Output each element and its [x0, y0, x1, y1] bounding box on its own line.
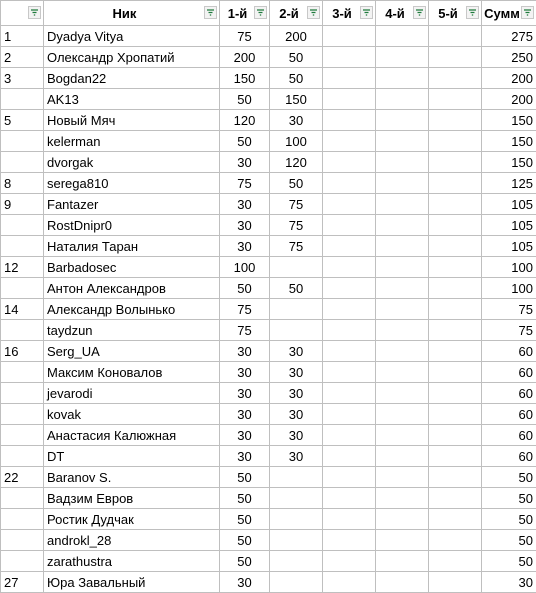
cell-nick[interactable]: Наталия Таран: [44, 236, 220, 257]
header-label: 1-й: [228, 6, 248, 21]
cell-round-2[interactable]: 50: [270, 68, 323, 89]
header-label: Сумм: [484, 6, 520, 21]
cell-round-1[interactable]: 50: [220, 467, 270, 488]
cell-round-2[interactable]: 30: [270, 404, 323, 425]
cell-round-5[interactable]: [429, 551, 482, 572]
cell-rank[interactable]: 12: [1, 257, 44, 278]
header-label: 2-й: [279, 6, 299, 21]
cell-round-3[interactable]: [323, 341, 376, 362]
cell-round-4[interactable]: [376, 47, 429, 68]
cell-sum[interactable]: 200: [482, 89, 536, 110]
table-row: [1, 383, 536, 404]
header-round-1: [220, 1, 270, 26]
cell-round-1[interactable]: 50: [220, 551, 270, 572]
cell-round-5[interactable]: [429, 257, 482, 278]
cell-round-4[interactable]: [376, 362, 429, 383]
cell-round-5[interactable]: [429, 68, 482, 89]
cell-round-4[interactable]: [376, 89, 429, 110]
cell-round-1[interactable]: 75: [220, 320, 270, 341]
filter-icon[interactable]: [466, 6, 479, 19]
cell-round-4[interactable]: [376, 509, 429, 530]
cell-rank[interactable]: 14: [1, 299, 44, 320]
cell-round-2[interactable]: 30: [270, 341, 323, 362]
filter-icon[interactable]: [521, 6, 534, 19]
cell-round-1[interactable]: 100: [220, 257, 270, 278]
cell-sum[interactable]: 150: [482, 131, 536, 152]
cell-round-5[interactable]: [429, 152, 482, 173]
table-row: [1, 467, 536, 488]
cell-sum[interactable]: 275: [482, 26, 536, 47]
cell-nick[interactable]: Barbadosec: [44, 257, 220, 278]
header-label: Ник: [113, 6, 137, 21]
cell-round-5[interactable]: [429, 26, 482, 47]
cell-nick[interactable]: Serg_UA: [44, 341, 220, 362]
header-round-4: [376, 1, 429, 26]
cell-round-2[interactable]: 30: [270, 110, 323, 131]
cell-round-5[interactable]: [429, 446, 482, 467]
cell-round-5[interactable]: [429, 236, 482, 257]
cell-rank[interactable]: [1, 89, 44, 110]
cell-round-1[interactable]: 30: [220, 215, 270, 236]
cell-round-5[interactable]: [429, 47, 482, 68]
cell-nick[interactable]: kelerman: [44, 131, 220, 152]
cell-round-2[interactable]: 30: [270, 425, 323, 446]
table-row: [1, 89, 536, 110]
cell-nick[interactable]: Анастасия Калюжная: [44, 425, 220, 446]
cell-round-3[interactable]: [323, 152, 376, 173]
cell-round-4[interactable]: [376, 383, 429, 404]
header-label: 3-й: [332, 6, 352, 21]
cell-nick[interactable]: serega810: [44, 173, 220, 194]
cell-round-1[interactable]: 30: [220, 236, 270, 257]
filter-icon[interactable]: [413, 6, 426, 19]
cell-round-5[interactable]: [429, 509, 482, 530]
cell-round-2[interactable]: 30: [270, 383, 323, 404]
cell-round-1[interactable]: 150: [220, 68, 270, 89]
table-row: [1, 152, 536, 173]
cell-sum[interactable]: 105: [482, 194, 536, 215]
cell-round-5[interactable]: [429, 320, 482, 341]
cell-round-5[interactable]: [429, 530, 482, 551]
table-row: [1, 551, 536, 572]
cell-round-5[interactable]: [429, 89, 482, 110]
cell-round-2[interactable]: 30: [270, 362, 323, 383]
cell-rank[interactable]: 1: [1, 26, 44, 47]
cell-round-4[interactable]: [376, 215, 429, 236]
filter-icon[interactable]: [204, 6, 217, 19]
cell-round-4[interactable]: [376, 341, 429, 362]
table-row: [1, 341, 536, 362]
cell-nick[interactable]: AK13: [44, 89, 220, 110]
cell-round-3[interactable]: [323, 467, 376, 488]
cell-round-1[interactable]: 30: [220, 152, 270, 173]
cell-round-3[interactable]: [323, 362, 376, 383]
cell-sum[interactable]: 60: [482, 341, 536, 362]
cell-sum[interactable]: 75: [482, 299, 536, 320]
cell-rank[interactable]: [1, 131, 44, 152]
cell-round-2[interactable]: [270, 551, 323, 572]
cell-round-5[interactable]: [429, 572, 482, 593]
cell-round-4[interactable]: [376, 425, 429, 446]
table-row: [1, 215, 536, 236]
cell-round-5[interactable]: [429, 131, 482, 152]
cell-round-4[interactable]: [376, 530, 429, 551]
cell-nick[interactable]: jevarodi: [44, 383, 220, 404]
cell-round-3[interactable]: [323, 215, 376, 236]
table-body: [1, 26, 536, 593]
cell-round-3[interactable]: [323, 194, 376, 215]
cell-round-3[interactable]: [323, 572, 376, 593]
table-row: [1, 404, 536, 425]
cell-round-3[interactable]: [323, 425, 376, 446]
table-row: [1, 446, 536, 467]
cell-round-3[interactable]: [323, 236, 376, 257]
cell-sum[interactable]: 50: [482, 530, 536, 551]
cell-round-3[interactable]: [323, 173, 376, 194]
table-row: [1, 131, 536, 152]
cell-nick[interactable]: Ростик Дудчак: [44, 509, 220, 530]
cell-round-5[interactable]: [429, 425, 482, 446]
cell-round-3[interactable]: [323, 257, 376, 278]
cell-round-4[interactable]: [376, 299, 429, 320]
cell-rank[interactable]: [1, 488, 44, 509]
cell-round-5[interactable]: [429, 299, 482, 320]
cell-nick[interactable]: Юра Завальный: [44, 572, 220, 593]
cell-round-5[interactable]: [429, 383, 482, 404]
cell-rank[interactable]: [1, 362, 44, 383]
cell-round-3[interactable]: [323, 68, 376, 89]
cell-round-4[interactable]: [376, 26, 429, 47]
cell-round-1[interactable]: 30: [220, 341, 270, 362]
cell-sum[interactable]: 60: [482, 383, 536, 404]
cell-round-5[interactable]: [429, 173, 482, 194]
cell-nick[interactable]: Dyadya Vitya: [44, 26, 220, 47]
cell-round-2[interactable]: 200: [270, 26, 323, 47]
cell-round-3[interactable]: [323, 299, 376, 320]
cell-round-5[interactable]: [429, 110, 482, 131]
cell-nick[interactable]: androkl_28: [44, 530, 220, 551]
table-row: [1, 110, 536, 131]
cell-nick[interactable]: Fantazer: [44, 194, 220, 215]
cell-round-3[interactable]: [323, 131, 376, 152]
cell-round-5[interactable]: [429, 404, 482, 425]
cell-round-4[interactable]: [376, 488, 429, 509]
cell-rank[interactable]: [1, 530, 44, 551]
cell-round-2[interactable]: 30: [270, 446, 323, 467]
header-round-5: [429, 1, 482, 26]
cell-round-4[interactable]: [376, 68, 429, 89]
header-rank: [1, 1, 44, 26]
cell-round-4[interactable]: [376, 131, 429, 152]
filter-icon[interactable]: [307, 6, 320, 19]
cell-round-1[interactable]: 50: [220, 89, 270, 110]
cell-round-1[interactable]: 75: [220, 299, 270, 320]
cell-nick[interactable]: Новый Мяч: [44, 110, 220, 131]
cell-round-1[interactable]: 30: [220, 362, 270, 383]
header-label: 5-й: [438, 6, 458, 21]
cell-round-4[interactable]: [376, 278, 429, 299]
table-row: [1, 320, 536, 341]
cell-round-4[interactable]: [376, 194, 429, 215]
cell-round-2[interactable]: 120: [270, 152, 323, 173]
cell-sum[interactable]: 125: [482, 173, 536, 194]
cell-rank[interactable]: 27: [1, 572, 44, 593]
cell-round-1[interactable]: 50: [220, 509, 270, 530]
cell-sum[interactable]: 50: [482, 467, 536, 488]
cell-sum[interactable]: 60: [482, 404, 536, 425]
cell-round-4[interactable]: [376, 467, 429, 488]
header-round-3: [323, 1, 376, 26]
cell-round-2[interactable]: 50: [270, 173, 323, 194]
cell-sum[interactable]: 100: [482, 257, 536, 278]
cell-nick[interactable]: Максим Коновалов: [44, 362, 220, 383]
table-row: [1, 278, 536, 299]
cell-rank[interactable]: 16: [1, 341, 44, 362]
cell-round-3[interactable]: [323, 278, 376, 299]
cell-round-1[interactable]: 75: [220, 173, 270, 194]
cell-round-5[interactable]: [429, 194, 482, 215]
table-row: [1, 194, 536, 215]
cell-rank[interactable]: [1, 446, 44, 467]
table-row: [1, 257, 536, 278]
cell-rank[interactable]: 3: [1, 68, 44, 89]
cell-rank[interactable]: [1, 215, 44, 236]
cell-round-3[interactable]: [323, 530, 376, 551]
cell-round-4[interactable]: [376, 173, 429, 194]
cell-round-1[interactable]: 200: [220, 47, 270, 68]
cell-round-2[interactable]: [270, 320, 323, 341]
cell-round-1[interactable]: 120: [220, 110, 270, 131]
cell-round-4[interactable]: [376, 320, 429, 341]
cell-round-2[interactable]: 150: [270, 89, 323, 110]
cell-rank[interactable]: [1, 383, 44, 404]
cell-round-2[interactable]: 75: [270, 236, 323, 257]
cell-sum[interactable]: 50: [482, 488, 536, 509]
cell-rank[interactable]: [1, 152, 44, 173]
table-row: [1, 47, 536, 68]
cell-round-2[interactable]: [270, 488, 323, 509]
cell-round-5[interactable]: [429, 362, 482, 383]
cell-round-2[interactable]: [270, 467, 323, 488]
cell-nick[interactable]: zarathustra: [44, 551, 220, 572]
header-sum: [482, 1, 536, 26]
cell-nick[interactable]: Вадзим Евров: [44, 488, 220, 509]
cell-round-4[interactable]: [376, 572, 429, 593]
cell-round-4[interactable]: [376, 446, 429, 467]
cell-rank[interactable]: [1, 404, 44, 425]
table-row: [1, 68, 536, 89]
cell-round-4[interactable]: [376, 257, 429, 278]
table-row: [1, 425, 536, 446]
cell-round-1[interactable]: 50: [220, 488, 270, 509]
cell-round-2[interactable]: 50: [270, 278, 323, 299]
table-row: [1, 572, 536, 593]
cell-nick[interactable]: DT: [44, 446, 220, 467]
cell-sum[interactable]: 60: [482, 362, 536, 383]
cell-round-5[interactable]: [429, 467, 482, 488]
cell-round-2[interactable]: [270, 509, 323, 530]
cell-round-5[interactable]: [429, 278, 482, 299]
cell-sum[interactable]: 200: [482, 68, 536, 89]
cell-nick[interactable]: Baranov S.: [44, 467, 220, 488]
cell-nick[interactable]: Александр Волынько: [44, 299, 220, 320]
cell-sum[interactable]: 50: [482, 551, 536, 572]
cell-round-5[interactable]: [429, 341, 482, 362]
cell-round-1[interactable]: 30: [220, 572, 270, 593]
cell-round-4[interactable]: [376, 110, 429, 131]
cell-round-3[interactable]: [323, 551, 376, 572]
cell-round-1[interactable]: 30: [220, 404, 270, 425]
cell-nick[interactable]: Bogdan22: [44, 68, 220, 89]
cell-sum[interactable]: 75: [482, 320, 536, 341]
cell-round-2[interactable]: 100: [270, 131, 323, 152]
cell-round-2[interactable]: 50: [270, 47, 323, 68]
cell-round-1[interactable]: 50: [220, 131, 270, 152]
cell-rank[interactable]: 22: [1, 467, 44, 488]
table-row: [1, 488, 536, 509]
cell-rank[interactable]: [1, 551, 44, 572]
cell-round-1[interactable]: 30: [220, 383, 270, 404]
cell-rank[interactable]: [1, 425, 44, 446]
table-row: [1, 362, 536, 383]
table-row: [1, 530, 536, 551]
cell-sum[interactable]: 30: [482, 572, 536, 593]
cell-round-1[interactable]: 30: [220, 425, 270, 446]
cell-round-2[interactable]: 75: [270, 194, 323, 215]
header-row: [1, 1, 536, 26]
cell-sum[interactable]: 60: [482, 446, 536, 467]
filter-icon[interactable]: [254, 6, 267, 19]
cell-round-5[interactable]: [429, 215, 482, 236]
cell-rank[interactable]: 9: [1, 194, 44, 215]
cell-sum[interactable]: 105: [482, 236, 536, 257]
cell-rank[interactable]: [1, 236, 44, 257]
header-nick: [44, 1, 220, 26]
cell-nick[interactable]: Антон Александров: [44, 278, 220, 299]
table-row: [1, 26, 536, 47]
cell-nick[interactable]: RostDnipr0: [44, 215, 220, 236]
cell-rank[interactable]: [1, 509, 44, 530]
cell-round-5[interactable]: [429, 488, 482, 509]
cell-nick[interactable]: dvorgak: [44, 152, 220, 173]
cell-round-4[interactable]: [376, 152, 429, 173]
cell-sum[interactable]: 100: [482, 278, 536, 299]
cell-rank[interactable]: [1, 278, 44, 299]
cell-round-3[interactable]: [323, 509, 376, 530]
cell-round-3[interactable]: [323, 488, 376, 509]
cell-round-4[interactable]: [376, 236, 429, 257]
table-row: [1, 173, 536, 194]
cell-sum[interactable]: 60: [482, 425, 536, 446]
cell-sum[interactable]: 105: [482, 215, 536, 236]
cell-nick[interactable]: taydzun: [44, 320, 220, 341]
cell-round-3[interactable]: [323, 26, 376, 47]
cell-sum[interactable]: 150: [482, 110, 536, 131]
cell-round-3[interactable]: [323, 383, 376, 404]
cell-nick[interactable]: Олександр Хропатий: [44, 47, 220, 68]
cell-round-2[interactable]: [270, 572, 323, 593]
cell-round-2[interactable]: [270, 299, 323, 320]
cell-round-3[interactable]: [323, 47, 376, 68]
table-row: [1, 299, 536, 320]
cell-round-3[interactable]: [323, 320, 376, 341]
cell-nick[interactable]: kovak: [44, 404, 220, 425]
cell-round-4[interactable]: [376, 404, 429, 425]
table-row: [1, 509, 536, 530]
cell-round-3[interactable]: [323, 89, 376, 110]
cell-round-2[interactable]: [270, 257, 323, 278]
header-label: 4-й: [385, 6, 405, 21]
cell-round-3[interactable]: [323, 446, 376, 467]
header-round-2: [270, 1, 323, 26]
cell-round-3[interactable]: [323, 404, 376, 425]
cell-round-3[interactable]: [323, 110, 376, 131]
cell-round-1[interactable]: 50: [220, 278, 270, 299]
cell-rank[interactable]: [1, 320, 44, 341]
cell-round-2[interactable]: [270, 530, 323, 551]
cell-sum[interactable]: 50: [482, 509, 536, 530]
cell-round-4[interactable]: [376, 551, 429, 572]
cell-rank[interactable]: 5: [1, 110, 44, 131]
filter-icon[interactable]: [28, 6, 41, 19]
cell-sum[interactable]: 250: [482, 47, 536, 68]
cell-sum[interactable]: 150: [482, 152, 536, 173]
filter-icon[interactable]: [360, 6, 373, 19]
cell-round-1[interactable]: 50: [220, 530, 270, 551]
cell-round-1[interactable]: 30: [220, 194, 270, 215]
table-row: [1, 236, 536, 257]
cell-round-1[interactable]: 75: [220, 26, 270, 47]
cell-round-2[interactable]: 75: [270, 215, 323, 236]
cell-rank[interactable]: 2: [1, 47, 44, 68]
cell-rank[interactable]: 8: [1, 173, 44, 194]
cell-round-1[interactable]: 30: [220, 446, 270, 467]
